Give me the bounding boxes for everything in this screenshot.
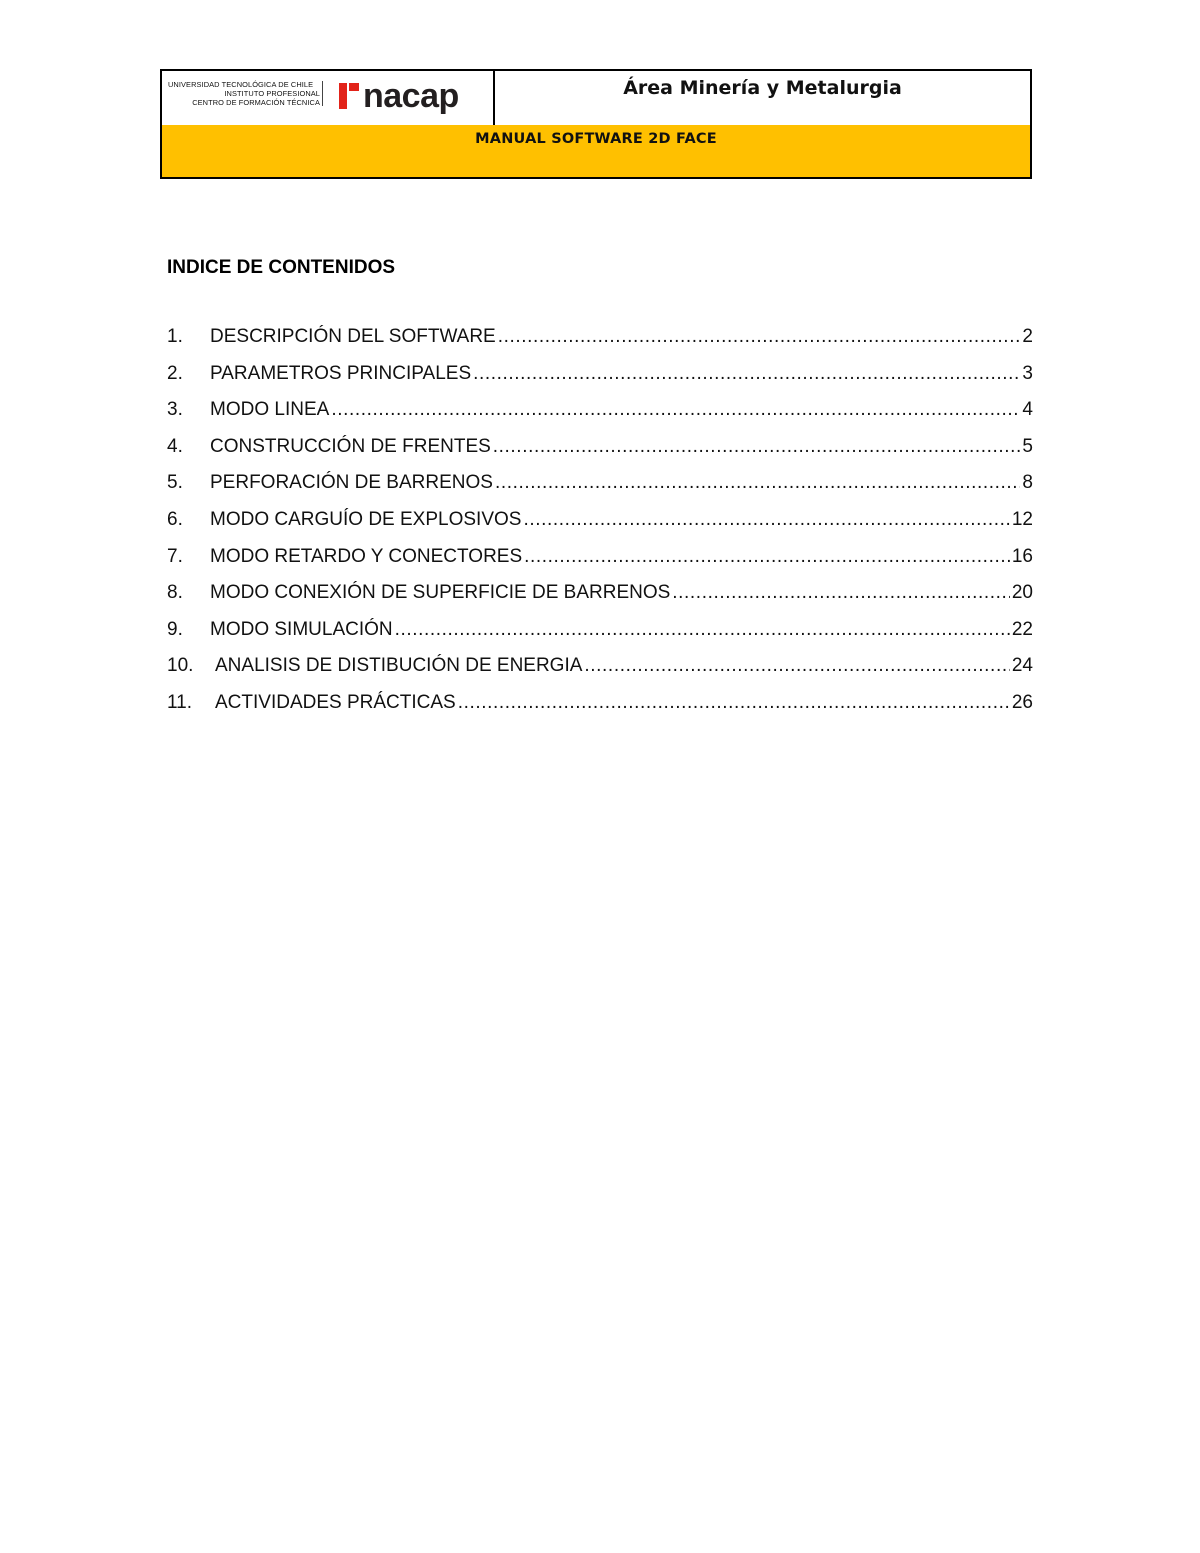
toc-entry-line [210, 322, 1033, 352]
header-top-row [162, 71, 1030, 127]
manual-title-band [162, 125, 1030, 177]
toc-dot-leader [584, 651, 1009, 681]
brand-wordmark: nacap [363, 77, 459, 115]
university-line: INSTITUTO PROFESIONAL [224, 89, 320, 99]
toc-entry-number: 8. [167, 582, 183, 604]
toc-heading: INDICE DE CONTENIDOS [167, 257, 396, 278]
toc-dot-leader [495, 468, 1020, 498]
toc-entry-number: 2. [167, 362, 183, 384]
toc-entry-number: 5. [167, 472, 183, 494]
toc-entry-page: 22 [1011, 618, 1033, 640]
toc-entry-page: 12 [1011, 508, 1033, 530]
toc-entry-title: DESCRIPCIÓN DEL SOFTWARE [210, 326, 496, 347]
toc-entry[interactable] [167, 651, 1033, 688]
toc-entry-number: 3. [167, 399, 183, 421]
toc-dot-leader [458, 688, 1010, 718]
toc-entry-page: 4 [1022, 399, 1033, 421]
document-header [160, 69, 1032, 179]
toc-entry-title: MODO CARGUÍO DE EXPLOSIVOS [210, 508, 522, 530]
inacap-logo [339, 77, 483, 116]
toc-entry-title: MODO SIMULACIÓN [210, 618, 393, 640]
toc-entry-number: 7. [167, 545, 183, 567]
toc-entry[interactable] [167, 505, 1033, 542]
toc-entry-title: PERFORACIÓN DE BARRENOS [210, 472, 493, 494]
toc-entry[interactable] [167, 468, 1033, 505]
toc-entry-title: ANALISIS DE DISTIBUCIÓN DE ENERGIA [215, 655, 583, 677]
toc-entry-line [210, 432, 1033, 462]
university-line: CENTRO DE FORMACIÓN TÉCNICA [192, 98, 320, 108]
toc-entry[interactable] [167, 688, 1033, 725]
toc-entry-number: 11. [167, 691, 193, 713]
toc-entry-title: MODO LINEA [210, 399, 330, 421]
toc-entry-title: MODO RETARDO Y CONECTORES [210, 545, 523, 567]
toc-entry[interactable] [167, 395, 1033, 432]
toc-entry-line [210, 578, 1033, 608]
toc-dot-leader [524, 542, 1010, 572]
manual-title: MANUAL SOFTWARE 2D FACE [475, 131, 717, 147]
toc-entry-page: 24 [1011, 655, 1033, 677]
logo-divider [322, 81, 323, 106]
toc-entry-title: ACTIVIDADES PRÁCTICAS [215, 691, 456, 713]
toc-entry-line [210, 615, 1033, 645]
toc-entry-line [210, 542, 1033, 572]
toc-entry-line [210, 395, 1033, 425]
toc-entry-page: 5 [1022, 435, 1033, 457]
toc-dot-leader [473, 359, 1020, 389]
toc-entry-line [210, 468, 1033, 498]
toc-dot-leader [493, 432, 1021, 462]
toc-entry-page: 20 [1011, 582, 1033, 604]
toc-entry-line [210, 505, 1033, 535]
toc-entry-page: 26 [1011, 691, 1033, 713]
toc-entry-number: 9. [167, 618, 183, 640]
toc-entry-number: 6. [167, 508, 183, 530]
toc-entry-line [215, 651, 1033, 681]
toc-entry-line [215, 688, 1033, 718]
toc-entry-title: MODO CONEXIÓN DE SUPERFICIE DE BARRENOS [210, 582, 671, 604]
university-lines [168, 80, 320, 108]
toc-list [167, 322, 1033, 725]
toc-entry[interactable] [167, 542, 1033, 579]
toc-entry-page: 16 [1011, 545, 1033, 567]
toc-entry[interactable] [167, 322, 1033, 359]
toc-dot-leader [395, 615, 1010, 645]
toc-dot-leader [523, 505, 1009, 535]
toc-entry[interactable] [167, 359, 1033, 396]
toc-entry[interactable] [167, 615, 1033, 652]
university-line: UNIVERSIDAD TECNOLÓGICA DE CHILE [168, 80, 314, 89]
logo-cell [162, 71, 495, 125]
toc-entry-number: 1. [167, 326, 183, 347]
area-title: Área Minería y Metalurgia [623, 77, 902, 99]
toc-entry-number: 4. [167, 435, 183, 457]
toc-entry[interactable] [167, 432, 1033, 469]
toc-dot-leader [498, 322, 1021, 352]
toc-entry-page: 8 [1022, 472, 1033, 494]
toc-dot-leader [331, 395, 1020, 425]
toc-entry-title: CONSTRUCCIÓN DE FRENTES [210, 435, 491, 457]
toc-entry[interactable] [167, 578, 1033, 615]
toc-dot-leader [672, 578, 1010, 608]
toc-entry-number: 10. [167, 655, 194, 677]
toc-entry-page: 3 [1022, 362, 1033, 384]
toc-entry-title: PARAMETROS PRINCIPALES [210, 362, 472, 384]
toc-entry-page: 2 [1022, 326, 1033, 347]
toc-entry-line [210, 359, 1033, 389]
